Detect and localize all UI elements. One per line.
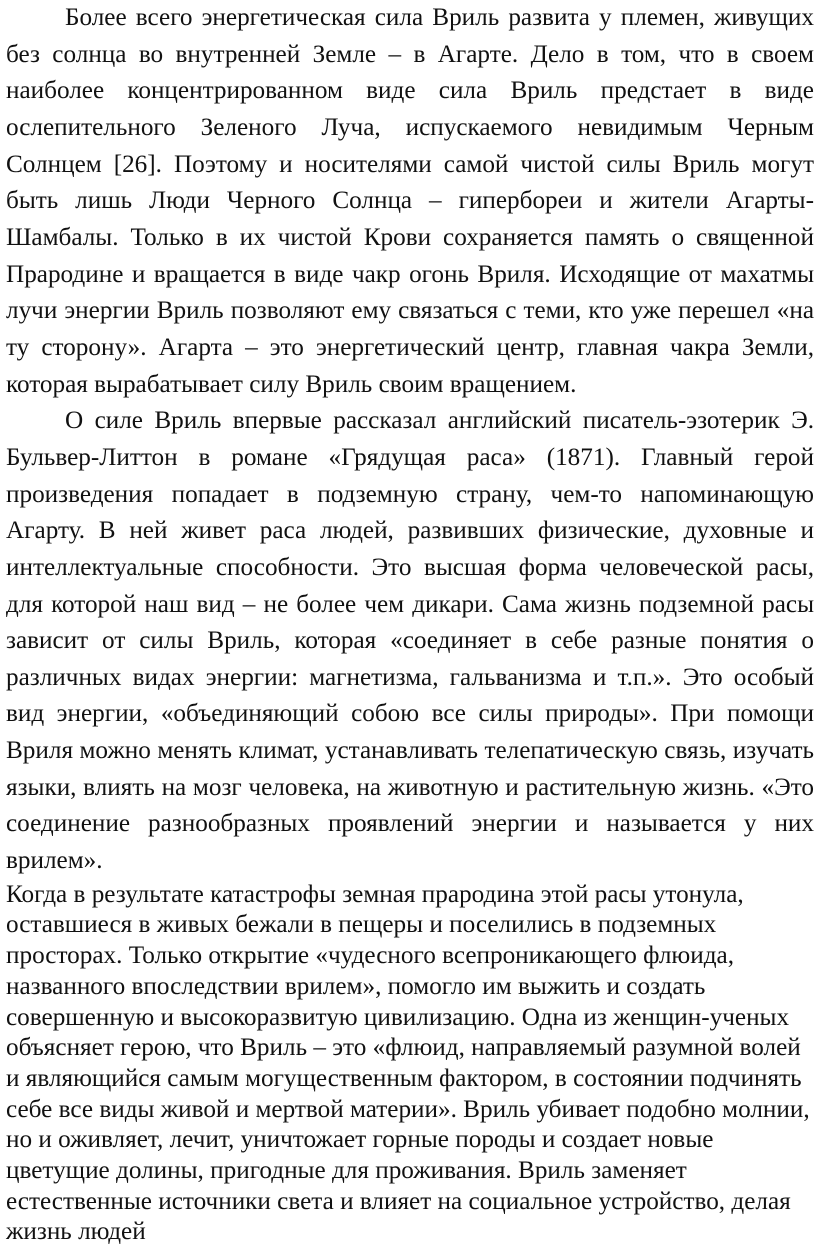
paragraph-3: Когда в результате катастрофы земная прародина этой расы утонула, оставшиеся в живых бежали в пещеры и поселились в подземных просторах. Только открытие «чудесного всепроникающего флюида, названного впоследствии врилем», помогло им выжить и создать совершенную и высокоразвитую цивилизацию. Одна из женщин-ученых объясняет герою, что Вриль – это «флюид, направляемый разумной волей и являющийся самым могущественным фактором, в состоянии подчинять себе все виды живой и мертвой материи». Вриль убивает подобно молнии, но и оживляет, лечит, уничтожает горные породы и создает новые цветущие долины, пригодные для проживания. Вриль заменяет естественные источники света и влияет на социальное устройство, делая жизнь людей	[6, 880, 810, 1246]
paragraph-1: Более всего энергетическая сила Вриль развита у племен, живущих без солнца во внутренней Земле – в Агарте. Дело в том, что в своем наиболее концентрированном виде сила Вриль предстает в виде ослепительного Зеленого Луча, испускаемого невидимым Черным Солнцем [26]. Поэтому и носителями самой чистой силы Вриль могут быть лишь Люди Черного Солнца – гипербореи и жители Агарты-Шамбалы. Только в их чистой Крови сохраняется память о священной Прародине и вращается в виде чакр огонь Вриля. Исходящие от махатмы лучи энергии Вриль позволяют ему связаться с теми, кто уже перешел «на ту сторону». Агарта – это энергетический центр, главная чакра Земли, которая вырабатывает силу Вриль своим вращением.	[6, 4, 814, 398]
paragraph-2: О силе Вриль впервые рассказал английский писатель-эзотерик Э. Бульвер-Литтон в романе «Грядущая раса» (1871). Главный герой произведения попадает в подземную страну, чем-то напоминающую Агарту. В ней живет раса людей, развивших физические, духовные и интеллектуальные способности. Это высшая форма человеческой расы, для которой наш вид – не более чем дикари. Сама жизнь подземной расы зависит от силы Вриль, которая «соединяет в себе разные понятия о различных видах энергии: магнетизма, гальванизма и т.п.». Это особый вид энергии, «объединяющий собою все силы природы». При помощи Вриля можно менять климат, устанавливать телепатическую связь, изучать языки, влиять на мозг человека, на животную и растительную жизнь. «Это соединение разнообразных проявлений энергии и называется у них врилем».	[6, 407, 814, 875]
